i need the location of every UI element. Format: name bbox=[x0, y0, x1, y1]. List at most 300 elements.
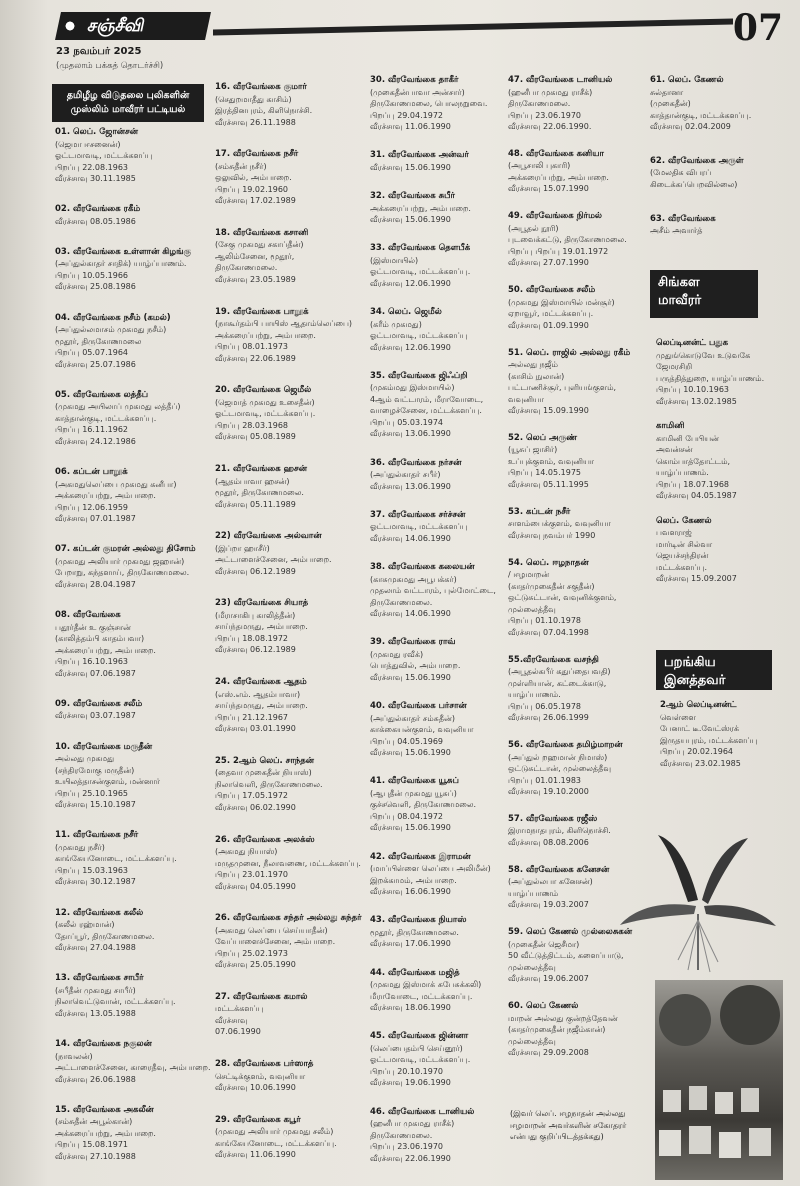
hero-name: 39. வீரவேங்கை ராவ் bbox=[370, 637, 456, 648]
hero-detail-line: அசீம் அவார்த் bbox=[650, 226, 703, 236]
hero-detail-line: வீரச்சாவு 18.06.1990 bbox=[370, 1003, 451, 1013]
hero-name: 06. கப்டன் பாறூக் bbox=[55, 467, 128, 478]
hero-name: 51. லெப். ராஜில் அல்லது ரகீம் bbox=[508, 347, 631, 358]
hero-detail-line: (அப்துல்லபா கனேசன்) bbox=[508, 877, 593, 887]
hero-entry bbox=[55, 127, 153, 185]
hero-name: 46. வீரவேங்கை டானியல் bbox=[370, 1106, 475, 1117]
hero-name: 08. வீரவேங்கை bbox=[55, 610, 121, 621]
hero-detail-line: (முகைதீன்பாவா அன்சார்) bbox=[370, 87, 465, 97]
hero-detail-line: காத்தான்குடி, மட்டக்களப்பு. bbox=[55, 413, 157, 423]
hero-entry bbox=[508, 1001, 618, 1059]
hero-detail-line: பிறப்பு 18.07.1968 bbox=[656, 479, 729, 489]
continuation-note: (முதலாம் பக்கத் தொடர்ச்சி) bbox=[56, 61, 164, 71]
hero-entry bbox=[370, 701, 473, 759]
hero-entry bbox=[215, 913, 362, 971]
hero-detail-line: (முகமது அலியார் முகமது ஜஹான்) bbox=[55, 556, 185, 566]
hero-entry bbox=[55, 699, 142, 722]
hero-entry bbox=[508, 865, 609, 911]
hero-detail-line: அக்கரைப்பற்று, அம்பாறை. bbox=[55, 645, 156, 655]
hero-detail-line: வீரச்சாவு 11.06.1990 bbox=[370, 122, 451, 131]
hero-detail-line: வீரச்சாவு 12.06.1990 bbox=[370, 278, 451, 288]
hero-detail-line: அட்டாளைச்சேனை, காரைதீவு, அம்பாறை. bbox=[55, 1063, 211, 1073]
hero-name: 28. வீரவேங்கை பர்ஸாத் bbox=[215, 1059, 314, 1070]
hero-entry bbox=[650, 156, 744, 191]
hero-entry bbox=[55, 1039, 211, 1085]
hero-detail-line: பிறப்பு 25.10.1965 bbox=[55, 788, 128, 798]
burgher-box-line1: பறங்கிய bbox=[664, 655, 716, 670]
flame-lily-flower-icon bbox=[618, 830, 778, 980]
hero-detail-line: பிறப்பு 20.10.1970 bbox=[370, 1066, 443, 1076]
hero-detail-line: (எஸ்.எம். ஆதம்பாவா) bbox=[215, 689, 301, 699]
hero-detail-line: அக்கரைப்பற்று, அம்பாறை. bbox=[508, 172, 609, 182]
hero-name: 43. வீரவேங்கை நியாஸ் bbox=[370, 915, 467, 926]
hero-detail-line: முதுங்கொடுவே உடுவகே bbox=[656, 350, 751, 360]
hero-detail-line: 07.06.1990 bbox=[215, 1027, 261, 1037]
hero-detail-line: வீரச்சாவு 22.06.1990 bbox=[370, 1153, 451, 1163]
hero-detail-line: (நாகூர்தம்பி பாயிஸ் ஆதாம்லெப்பை) bbox=[215, 319, 353, 329]
hero-name: 11. வீரவேங்கை நசீர் bbox=[55, 830, 139, 841]
hero-detail-line: பிறப்பு பிறப்பு 19.01.1972 bbox=[508, 246, 609, 256]
newspaper-logo: சஞ்சீவி bbox=[55, 12, 211, 40]
hero-entry bbox=[370, 243, 470, 289]
hero-detail-line: வீரச்சாவு 02.04.2009 bbox=[650, 122, 731, 131]
hero-entry bbox=[55, 610, 156, 679]
hero-detail-line: முல்லைத்தீவு bbox=[508, 962, 556, 972]
hero-name: 12. வீரவேங்கை கலீல் bbox=[55, 907, 144, 918]
hero-detail-line: வீரச்சாவு 27.10.1988 bbox=[55, 1151, 136, 1161]
hero-detail-line: சாய்ந்தமருது, அம்பாறை. bbox=[215, 622, 308, 632]
hero-detail-line: நிலாவெளி, திருகோணமலை. bbox=[215, 779, 323, 789]
hero-detail-line: குச்சவெளி, திருகோணமலை. bbox=[370, 800, 477, 810]
hero-detail-line: ஓட்டமாவடி, மட்டக்களப்பு. bbox=[370, 267, 471, 277]
hero-detail-line: பிறப்பு 29.04.1972 bbox=[370, 110, 443, 120]
hero-entry bbox=[55, 467, 176, 525]
hero-detail-line: திருகோணமலை. bbox=[370, 597, 433, 607]
hero-name: 31. வீரவேங்கை அன்வர் bbox=[370, 150, 469, 161]
hero-entry bbox=[370, 852, 491, 898]
hero-entry bbox=[55, 908, 154, 954]
hero-detail-line: வீரச்சாவு 17.02.1989 bbox=[215, 196, 296, 206]
hero-detail-line: வீரச்சாவு 24.12.1986 bbox=[55, 436, 136, 446]
hero-detail-line: வீரச்சாவு 22.06.1989 bbox=[215, 353, 296, 363]
issue-date: 23 நவம்பர் 2025 bbox=[56, 46, 142, 57]
hero-detail-line: ஓட்டமாவடி, மட்டக்களப்பு. bbox=[215, 409, 316, 419]
hero-detail-line: வீரச்சாவு நவம்பர் 1990 bbox=[508, 530, 596, 540]
hero-detail-line: (முகமது ரவீக்) bbox=[370, 649, 424, 659]
hero-detail-line: வீரச்சாவு 15.06.1990 bbox=[370, 162, 451, 172]
hero-detail-line: அக்கரைப்பற்று, அம்பாறை. bbox=[55, 491, 156, 501]
hero-entry bbox=[508, 285, 615, 331]
hero-name: 27. வீரவேங்கை கமால் bbox=[215, 991, 308, 1002]
hero-detail-line: இரத்தினபுரம், கிளிநொச்சி. bbox=[215, 106, 313, 115]
hero-detail-line: வீரச்சாவு 08.08.2006 bbox=[508, 837, 589, 847]
hero-detail-line: (இஸ்மாயில்) bbox=[370, 255, 419, 265]
hero-detail-line: வீரச்சாவு 11.06.1990 bbox=[215, 1150, 296, 1160]
hero-name: 36. வீரவேங்கை நர்சன் bbox=[370, 457, 462, 468]
masthead-rule bbox=[213, 19, 733, 36]
hero-detail-line: பேனாட் டீ.வேட்ஸ்ரக் bbox=[660, 724, 739, 733]
hero-detail-line: மூதூர், திருகோணமலை bbox=[55, 336, 142, 346]
hero-detail-line: (சபீதீன் முகமது சாபீர்) bbox=[55, 985, 136, 995]
hero-detail-line: வீரச்சாவு 13.02.1985 bbox=[656, 396, 737, 406]
hero-detail-line: (சம்சுதீன் அபூல்கான்) bbox=[55, 1117, 133, 1127]
hero-detail-line: வீரச்சாவு 30.11.1985 bbox=[55, 174, 136, 183]
page-number: 07 bbox=[732, 7, 783, 49]
hero-detail-line: அக்கரைப்பற்று, அம்பாறை. bbox=[215, 330, 316, 340]
hero-detail-line: மருதமுனை, நீலாவணை, மட்டக்களப்பு. bbox=[215, 858, 361, 868]
hero-detail-line: வீரச்சாவு 16.06.1990 bbox=[370, 887, 451, 897]
hero-detail-line: இராமநாதபுரம், கிளிநொச்சி. bbox=[508, 826, 611, 836]
hero-entry bbox=[215, 992, 307, 1038]
hero-name: 44. வீரவேங்கை மஜித் bbox=[370, 967, 460, 978]
hero-detail-line: காக்கையன்குளம், வவுனியா bbox=[370, 725, 474, 735]
hero-detail-line: மீராவோடை, மட்டக்களப்பு. bbox=[370, 991, 473, 1001]
hero-name: 62. வீரவேங்கை அருள் bbox=[650, 155, 744, 166]
hero-entry bbox=[55, 1105, 156, 1163]
hero-detail-line: பிறப்பு 01.10.1978 bbox=[508, 616, 581, 626]
hero-name: 19. வீரவேங்கை பாறூக் bbox=[215, 306, 309, 317]
hero-entry bbox=[370, 191, 471, 226]
hero-entry bbox=[370, 75, 487, 133]
hero-detail-line: திருகோணமலை. bbox=[215, 263, 278, 273]
hero-name: 57. வீரவேங்கை ரஜீஸ் bbox=[508, 813, 598, 824]
hero-detail-line: வீரச்சாவு 26.06.1999 bbox=[508, 713, 589, 723]
hero-name: 21. வீரவேங்கை ஹசன் bbox=[215, 464, 307, 474]
hero-detail-line: வீரச்சாவு 15.06.1990 bbox=[370, 823, 451, 833]
hero-name: 38. வீரவேங்கை கலையன் bbox=[370, 562, 475, 573]
sibling-note bbox=[510, 1108, 626, 1143]
hero-name: 14. வீரவேங்கை நகுலன் bbox=[55, 1039, 152, 1050]
hero-detail-line: பிறப்பு 16.10.1963 bbox=[55, 657, 128, 667]
hero-detail-line: வீரச்சாவு 13.06.1990 bbox=[370, 481, 451, 491]
hero-detail-line: வீரச்சாவு 13.05.1988 bbox=[55, 1008, 136, 1018]
hero-detail-line: பதூர்தீன் உ குஞ்சான் bbox=[55, 622, 131, 632]
hero-detail-line: பிறப்பு 12.06.1959 bbox=[55, 502, 128, 512]
hero-name: 53. கப்டன் நசீர் bbox=[508, 506, 571, 517]
hero-detail-line: மூதூர், திருகோணமலை. bbox=[215, 488, 304, 497]
hero-detail-line: தோப்பூர், திருகோணமலை. bbox=[55, 931, 155, 941]
hero-name: 01. லெப். ஜோன்சன் bbox=[55, 127, 138, 137]
hero-detail-line: (மாப்பிள்ளை லெப்பை அலிமீன்) bbox=[370, 864, 491, 874]
hero-name: 35. வீரவேங்கை ஜிஃப்றி bbox=[370, 370, 468, 381]
hero-name: 16. வீரவேங்கை குமார் bbox=[215, 82, 307, 92]
hero-entry bbox=[508, 348, 630, 417]
hero-detail-line: வீரச்சாவு 26.06.1988 bbox=[55, 1074, 136, 1084]
hero-detail-line: (காதர்முகைதீன் சகுதீன்) bbox=[508, 581, 595, 591]
hero-detail-line: (அப்துல்காதர் சபீர்) bbox=[370, 470, 441, 480]
hero-detail-line: வீரச்சாவு 05.11.1989 bbox=[215, 499, 296, 509]
hero-name: 05. வீரவேங்கை லத்தீப் bbox=[55, 389, 149, 400]
hero-detail-line: மார்டின் சில்வா bbox=[656, 539, 713, 549]
hero-name: 30. வீரவேங்கை தாகீர் bbox=[370, 75, 459, 85]
sibling-note-line: என்பது குறிப்பிடத்தக்கது) bbox=[510, 1132, 604, 1141]
hero-detail-line: நிலாவெட்டுவான், மட்டக்களப்பு. bbox=[55, 997, 176, 1007]
hero-detail-line: சாளம்பைக்குளம், வவுனியா bbox=[508, 519, 611, 529]
hero-detail-line: (சம்சுதீன் நசீர்) bbox=[215, 161, 267, 171]
hero-entry bbox=[215, 1115, 337, 1161]
hero-entry bbox=[370, 915, 467, 950]
hero-name: 47. வீரவேங்கை டானியல் bbox=[508, 75, 613, 85]
hero-entry bbox=[370, 637, 460, 683]
hero-detail-line: வெள்ளை bbox=[660, 712, 696, 722]
hero-detail-line: (சந்திரமோகு மருதீன்) bbox=[55, 765, 135, 775]
sinhala-box-line1: சிங்கள bbox=[658, 275, 700, 290]
hero-entry bbox=[508, 507, 611, 542]
hero-detail-line: ஆலிம்சேனை, மூதூர், bbox=[215, 251, 295, 261]
hero-name: 24. வீரவேங்கை ஆதம் bbox=[215, 677, 307, 688]
hero-detail-line: (அப்துல் றஹமான் நிமாஸ்) bbox=[508, 752, 608, 762]
hero-name: 60. லெப் கேணல் bbox=[508, 1001, 579, 1012]
hero-detail-line: பிறப்பு 20.02.1964 bbox=[660, 747, 733, 756]
hero-detail-line: வீரச்சாவு 07.06.1987 bbox=[55, 668, 136, 678]
hero-detail-line: பிறப்பு 17.05.1972 bbox=[215, 791, 288, 801]
hero-detail-line: ஓட்டமாவடி, மட்டக்களப்பு. bbox=[370, 1055, 471, 1065]
hero-detail-line: (காசிம் நுலான்) bbox=[508, 371, 565, 381]
hero-detail-line: வாழைச்சேனை, மட்டக்களப்பு. bbox=[370, 406, 482, 416]
hero-detail-line: (முகமது அலியார் முகமது சலீம்) bbox=[215, 1127, 334, 1137]
hero-entry bbox=[508, 211, 627, 269]
hero-name: 09. வீரவேங்கை சலீம் bbox=[55, 698, 143, 709]
hero-detail-line: (ஹனீபா முகமது ராசீக்) bbox=[370, 1119, 455, 1129]
hero-detail-line: கொம்பாத்தோட்டம், bbox=[656, 456, 731, 466]
hero-entry bbox=[215, 598, 308, 656]
hero-detail-line: (அப்துல்லமாசம் முகமது நசீம்) bbox=[55, 325, 167, 335]
hero-detail-line: வீரச்சாவு 15.10.1987 bbox=[55, 800, 136, 810]
hero-detail-line: பிறப்பு 01.01.1983 bbox=[508, 775, 581, 785]
hero-detail-line: 50 வீட்டுத்திட்டம், களைப்பாடு, bbox=[508, 951, 624, 961]
sun-logo-icon bbox=[60, 16, 80, 36]
hero-entry bbox=[508, 75, 612, 133]
hero-name: 13. வீரவேங்கை சாபீர் bbox=[55, 973, 144, 984]
hero-detail-line: ஜேமரசிறி bbox=[656, 362, 693, 371]
hero-detail-line: வீரச்சாவு 22.06.1990. bbox=[508, 122, 592, 131]
hero-detail-line: (அகமது லெப்பை செய்யாதீன்) bbox=[215, 925, 328, 935]
hero-entry bbox=[508, 149, 609, 195]
hero-detail-line: ஜெயச்சந்திரன் bbox=[656, 551, 709, 560]
hero-detail-line: வீரச்சாவு 07.01.1987 bbox=[55, 514, 136, 524]
hero-detail-line: (ஜெமா ஈசனைன்) bbox=[55, 139, 121, 149]
hero-detail-line: ஓட்டமாவடி, மட்டக்களப்பு bbox=[55, 151, 153, 160]
sinhala-heroes-box bbox=[650, 270, 758, 318]
hero-detail-line: வீரச்சாவு 19.10.2000 bbox=[508, 787, 589, 797]
hero-detail-line: வவுனியா bbox=[508, 394, 544, 404]
sibling-note-line: (இவர் லெப். ஈழநாதன் அல்லது bbox=[510, 1109, 626, 1118]
hero-detail-line: சுல்தானா bbox=[650, 87, 684, 97]
hero-name: 32. வீரவேங்கை சுபீர் bbox=[370, 191, 455, 202]
hero-detail-line: சாய்ந்தமருது, அம்பாறை. bbox=[215, 701, 308, 711]
hero-detail-line: ஒட்டுசுட்டான், வவுனிக்குளம், bbox=[508, 593, 617, 603]
hero-detail-line: ஒட்டுசுட்டான், முல்லைத்தீவு bbox=[508, 764, 611, 774]
hero-entry bbox=[508, 814, 611, 849]
hero-detail-line: வீரச்சாவு 13.06.1990 bbox=[370, 429, 451, 439]
hero-detail-line: அட்டாளைச்சேனை, அம்பாறை. bbox=[215, 555, 332, 565]
hero-detail-line: வீரச்சாவு 30.12.1987 bbox=[55, 877, 136, 887]
hero-detail-line: வீரச்சாவு 06.12.1989 bbox=[215, 645, 296, 655]
hero-detail-line: பருத்தித்துறை, யாழ்ப்பாணம். bbox=[656, 373, 765, 383]
hero-detail-line: பிறப்பு 23.06.1970 bbox=[370, 1142, 443, 1152]
hero-detail-line: (ஆதம்பாவா ஹசன்) bbox=[215, 476, 290, 486]
hero-detail-line: (முகமது இஸ்மாயில் மன்சூர்) bbox=[508, 297, 615, 307]
hero-detail-line: (செதுறமாதீது காசிம்) bbox=[215, 94, 292, 104]
hero-entry bbox=[215, 1059, 313, 1094]
sinhala-box-line2: மாவீரர் bbox=[658, 293, 702, 308]
hero-detail-line: வீரச்சாவு 25.08.1986 bbox=[55, 282, 136, 292]
hero-detail-line: வீரச்சாவு 15.06.1990 bbox=[370, 215, 451, 225]
burgher-heroes-box bbox=[656, 650, 772, 690]
hero-detail-line: பிறப்பு 16.11.1962 bbox=[55, 425, 128, 435]
hero-detail-line: முல்லைத்தீவு bbox=[508, 1036, 556, 1046]
hero-name: 54. லெப். ஈழநாதன் bbox=[508, 557, 589, 568]
hero-detail-line: பிறப்பு 19.02.1960 bbox=[215, 184, 288, 194]
hero-detail-line: வீரச்சாவு 10.06.1990 bbox=[215, 1083, 296, 1093]
hero-detail-line: அவன்சன் bbox=[656, 445, 693, 454]
hero-detail-line: பேறாறு, கந்தளாய், திருகோணமலை. bbox=[55, 568, 190, 578]
hero-entry bbox=[55, 204, 140, 227]
hero-detail-line: (அப்துல்காதர் சம்சுதீன்) bbox=[370, 713, 455, 723]
hero-detail-line: வீரச்சாவு 12.06.1990 bbox=[370, 342, 451, 352]
hero-detail-line: வீரச்சாவு bbox=[215, 1015, 248, 1025]
hero-detail-line: வீரச்சாவு 14.06.1990 bbox=[370, 609, 451, 619]
hero-name: 26. வீரவேங்கை சந்தர் அல்லது சுந்தர் bbox=[215, 913, 362, 924]
hero-detail-line: வீரச்சாவு 04.05.1987 bbox=[656, 491, 737, 500]
hero-entry bbox=[370, 968, 481, 1014]
hero-entry bbox=[370, 1031, 470, 1089]
hero-detail-line: வீரச்சாவு 05.08.1989 bbox=[215, 432, 296, 442]
hero-detail-line: (இப்றா ஹாசீர்) bbox=[215, 543, 270, 553]
hero-detail-line: காங்கேயனோடை, மட்டக்களப்பு. bbox=[215, 1138, 337, 1148]
hero-detail-line: (முகமது அயிலாப் முகமது லத்தீப்) bbox=[55, 402, 181, 412]
hero-detail-line: (அப்துல்காதர் சாதிக்) யாழ்ப்பாணம். bbox=[55, 259, 187, 269]
hero-detail-line: (முகம்மது இஸ்மாயில்) bbox=[370, 383, 455, 393]
hero-name: 37. வீரவேங்கை சர்ச்சன் bbox=[370, 509, 466, 520]
hero-detail-line: மூதூர், திருகோணமலை. bbox=[370, 927, 459, 937]
burgher-box-line2: இனத்தவர் bbox=[664, 673, 726, 688]
hero-name: 2ஆம் லெப்டினன்ட் bbox=[660, 700, 737, 710]
hero-entry bbox=[55, 313, 171, 371]
hero-detail-line: பிறப்பு 22.08.1963 bbox=[55, 162, 128, 172]
hero-entry bbox=[55, 742, 160, 811]
hero-detail-line: வீரச்சாவு 27.04.1988 bbox=[55, 943, 136, 953]
hero-detail-line: மட்டக்களப்பு bbox=[215, 1004, 264, 1014]
sibling-note-line: ஈழமாறன் அவர்களின் சகோதரர் bbox=[510, 1120, 627, 1130]
hero-detail-line: (காலித்தம்பி காதம்பவா) bbox=[55, 634, 145, 644]
hero-name: 03. வீரவேங்கை உள்ளான் கிழங்கு bbox=[55, 246, 192, 257]
hero-detail-line: பிறப்பு 04.05.1969 bbox=[370, 736, 443, 746]
hero-name: லெப்டினன்ட் பதுக bbox=[656, 338, 729, 348]
hero-name: 40. வீரவேங்கை பர்சான் bbox=[370, 701, 467, 712]
hero-detail-line: மட்டக்களப்பு. bbox=[656, 562, 708, 572]
hero-detail-line: வீரச்சாவு 23.05.1989 bbox=[215, 274, 296, 284]
hero-name: 15. வீரவேங்கை அகலீன் bbox=[55, 1104, 154, 1115]
hero-name: 52. லெப் அருண் bbox=[508, 432, 578, 443]
hero-name: 17. வீரவேங்கை நசீர் bbox=[215, 149, 299, 160]
hero-entry bbox=[508, 655, 611, 724]
list-title-line1: தமிழீழ விடுதலை புலிகளின் bbox=[66, 90, 190, 101]
hero-detail-line: உயிலத்தாசன்குளம், மன்னார் bbox=[55, 777, 161, 787]
hero-detail-line: யாழ்ப்பாணம். bbox=[508, 690, 561, 700]
hero-detail-line: அக்கரைப்பற்று, அம்பாறை. bbox=[55, 1128, 156, 1138]
hero-detail-line: (ஹனீபா முகமது ராசீக்) bbox=[508, 87, 593, 97]
hero-detail-line: வீரச்சாவு 23.02.1985 bbox=[660, 758, 741, 768]
hero-detail-line: பவளராஜ் bbox=[656, 528, 692, 537]
hero-entry bbox=[215, 464, 307, 510]
hero-entry bbox=[650, 75, 751, 133]
hero-entry bbox=[215, 149, 298, 207]
hero-detail-line: முள்ளியான், கட்டைக்காடு, bbox=[508, 678, 607, 688]
hero-detail-line: புடவைக்கட்டு, திருகோணமலை. bbox=[508, 235, 627, 245]
hero-detail-line: முல்லைத்தீவு bbox=[508, 604, 556, 614]
hero-detail-line: வீரச்சாவு 06.02.1990 bbox=[215, 802, 296, 812]
hero-name: 61. லெப். கேணல் bbox=[650, 75, 724, 85]
hero-detail-line: வீரச்சாவு 03.01.1990 bbox=[215, 724, 296, 734]
hero-detail-line: பிறப்பு 28.03.1968 bbox=[215, 420, 288, 430]
hero-entry bbox=[215, 82, 312, 128]
hero-name: காமினி bbox=[656, 421, 685, 431]
hero-detail-line: வீரச்சாவு 03.07.1987 bbox=[55, 711, 136, 721]
hero-detail-line: வீரச்சாவு 15.09.1990 bbox=[508, 406, 589, 416]
hero-detail-line: கிடைக்கப்பெறவில்லை) bbox=[650, 179, 738, 189]
hero-entry bbox=[370, 1107, 474, 1165]
hero-entry bbox=[370, 371, 483, 440]
hero-detail-line: பிறப்பு 08.04.1972 bbox=[370, 811, 443, 821]
hero-detail-line: பிறப்பு 23.01.1970 bbox=[215, 870, 288, 879]
hero-name: 07. கப்டன் குமரன் அல்லது திசோம் bbox=[55, 544, 196, 555]
hero-detail-line: வீரச்சாவு 17.06.1990 bbox=[370, 939, 451, 949]
hero-detail-line: அல்லது முகமது bbox=[55, 754, 115, 764]
hero-name: 63. வீரவேங்கை bbox=[650, 213, 716, 224]
hero-detail-line: வீரச்சாவு 06.12.1989 bbox=[215, 566, 296, 576]
hero-detail-line: பிறப்பு 14.05.1975 bbox=[508, 468, 581, 478]
hero-name: 41. வீரவேங்கை யூசுப் bbox=[370, 776, 459, 787]
hero-entry bbox=[656, 338, 764, 407]
hero-name: 48. வீரவேங்கை கனியா bbox=[508, 148, 604, 159]
hero-detail-line: வீரச்சாவு 29.09.2008 bbox=[508, 1048, 589, 1058]
hero-detail-line: வீரச்சாவு 15.09.2007 bbox=[656, 574, 737, 583]
hero-detail-line: வீரச்சாவு 19.03.2007 bbox=[508, 900, 589, 910]
hero-name: 10. வீரவேங்கை மருதீன் bbox=[55, 741, 153, 752]
hero-detail-line: முதலாம் வட்டாரம், புல்மோட்டை, bbox=[370, 586, 496, 596]
hero-entry bbox=[508, 740, 623, 798]
hero-detail-line: வீரச்சாவு 26.11.1988 bbox=[215, 117, 296, 127]
hero-detail-line: வீரச்சாவு 28.04.1987 bbox=[55, 579, 136, 589]
hero-detail-line: வீரச்சாவு 08.05.1986 bbox=[55, 216, 136, 226]
masthead bbox=[48, 6, 793, 50]
hero-entry bbox=[370, 562, 496, 620]
hero-entry bbox=[215, 531, 332, 577]
hero-name: 29. வீரவேங்கை கபூர் bbox=[215, 1114, 301, 1125]
hero-detail-line: (அகமது நியாஸ்) bbox=[215, 847, 278, 856]
hero-detail-line: பிறப்பு 25.02.1973 bbox=[215, 948, 288, 958]
hero-entry bbox=[508, 558, 616, 639]
hero-detail-line: அக்கரைப்பற்று, அம்பாறை. bbox=[370, 203, 471, 213]
hero-name: 42. வீரவேங்கை இராமன் bbox=[370, 851, 471, 862]
hero-detail-line: திருகோணமலை, பொலநறுவை. bbox=[370, 99, 488, 108]
hero-detail-line: திருகோணமலை. bbox=[508, 99, 571, 108]
hero-detail-line: மாறன் அல்லது குன்றத்தேவன் bbox=[508, 1013, 618, 1023]
hero-name: 34. லெப். ஜெமீல் bbox=[370, 307, 442, 318]
hero-detail-line: பொத்துவில், அம்பாறை. bbox=[370, 661, 461, 671]
hero-detail-line: அல்லது நஜீம் bbox=[508, 360, 558, 370]
hero-detail-line: (யூசுப் ஜாசிர்) bbox=[508, 445, 558, 455]
hero-entry bbox=[660, 700, 757, 769]
hero-detail-line: வீரச்சாவு 14.06.1990 bbox=[370, 533, 451, 543]
hero-name: 49. வீரவேங்கை நிர்மல் bbox=[508, 211, 602, 222]
hero-detail-line: யாழ்ப்பாணம் bbox=[508, 888, 559, 898]
hero-detail-line: (அபூதல் நூரி) bbox=[508, 223, 559, 233]
hero-detail-line: (அபூசாலி புகாரி) bbox=[508, 161, 571, 171]
hero-detail-line: (அகமதுலெப்பை முகமது கனீபா) bbox=[55, 479, 177, 489]
hero-entry bbox=[55, 247, 191, 293]
